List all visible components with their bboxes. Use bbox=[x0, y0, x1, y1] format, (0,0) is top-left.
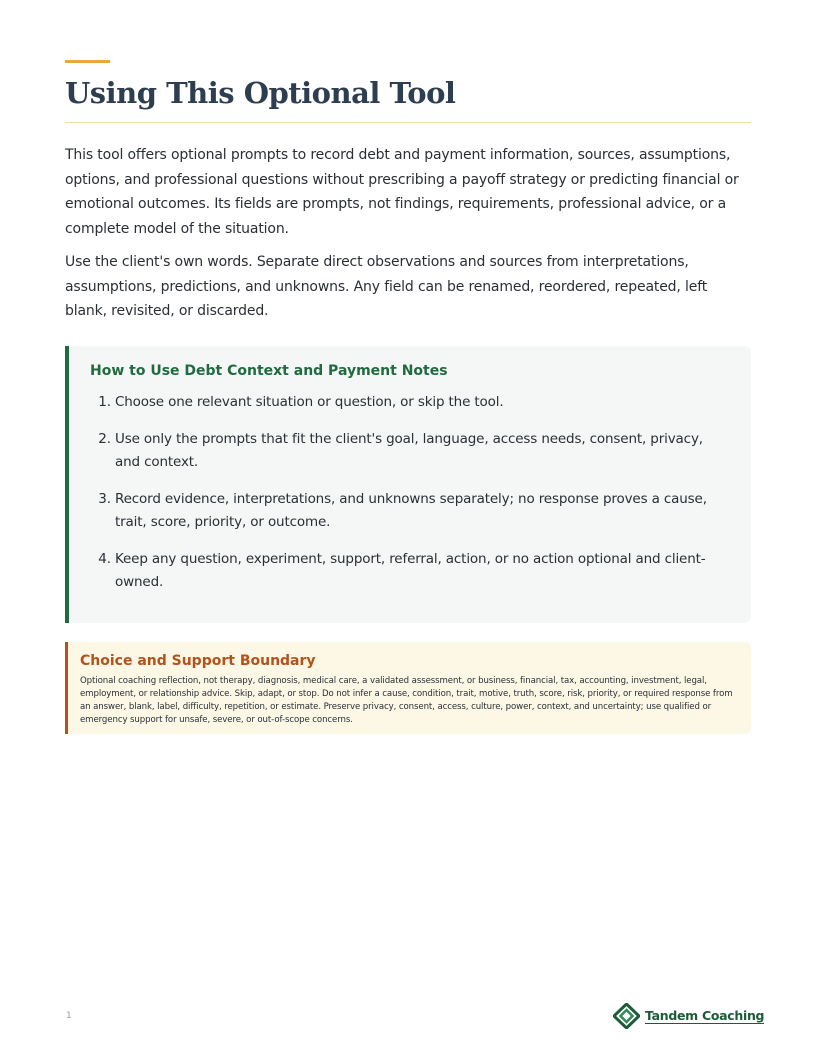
title-accent-bar bbox=[65, 60, 110, 63]
tandem-diamond-logo-icon bbox=[613, 1003, 640, 1029]
how-to-callout bbox=[65, 346, 751, 623]
title-divider bbox=[65, 122, 751, 123]
page-number: 1 bbox=[66, 1011, 72, 1021]
how-to-step: 1. Choose one relevant situation or question, or skip the tool. bbox=[115, 391, 725, 414]
brand-name: Tandem Coaching bbox=[645, 1008, 765, 1023]
how-to-step: 3. Record evidence, interpretations, and unknowns separately; no response proves a cause, trait, score, priority, or outcome. bbox=[115, 488, 725, 534]
page-title: Using This Optional Tool bbox=[65, 76, 456, 110]
how-to-step: 2. Use only the prompts that fit the client's goal, language, access needs, consent, privacy, and context. bbox=[115, 428, 725, 474]
intro-paragraph-1: This tool offers optional prompts to record debt and payment information, sources, assumptions, options, and professional questions without prescribing a payoff strategy or predicting financial or emotional outcomes. Its fields are prompts, not findings, requirements, professional advice, or a complete model of the situation. bbox=[65, 147, 739, 237]
boundary-heading: Choice and Support Boundary bbox=[80, 653, 316, 669]
intro-paragraph-2: Use the client's own words. Separate direct observations and sources from interpretations, assumptions, predictions, and unknowns. Any field can be renamed, reordered, repeated, left blank, revisited, or discarded. bbox=[65, 254, 708, 319]
how-to-steps-list bbox=[94, 391, 725, 608]
how-to-heading: How to Use Debt Context and Payment Notes bbox=[90, 363, 448, 379]
brand-logo bbox=[613, 1003, 764, 1029]
support-boundary-callout bbox=[65, 642, 751, 734]
boundary-text: Optional coaching reflection, not therapy, diagnosis, medical care, a validated assessment, or business, financial, tax, accounting, investment, legal, employment, or relationship advice. Skip, adapt, or stop. Do not infer a cause, condition, trait, motive, truth, score, risk, priority, or required response from an answer, blank, label, difficulty, repetition, or estimate. Preserve privacy, consent, access, culture, power, context, and uncertainty; use qualified or emergency support for unsafe, severe, or out-of-scope concerns. bbox=[80, 676, 733, 725]
intro-section bbox=[65, 143, 751, 333]
how-to-step: 4. Keep any question, experiment, support, referral, action, or no action optional and client-owned. bbox=[115, 548, 725, 594]
